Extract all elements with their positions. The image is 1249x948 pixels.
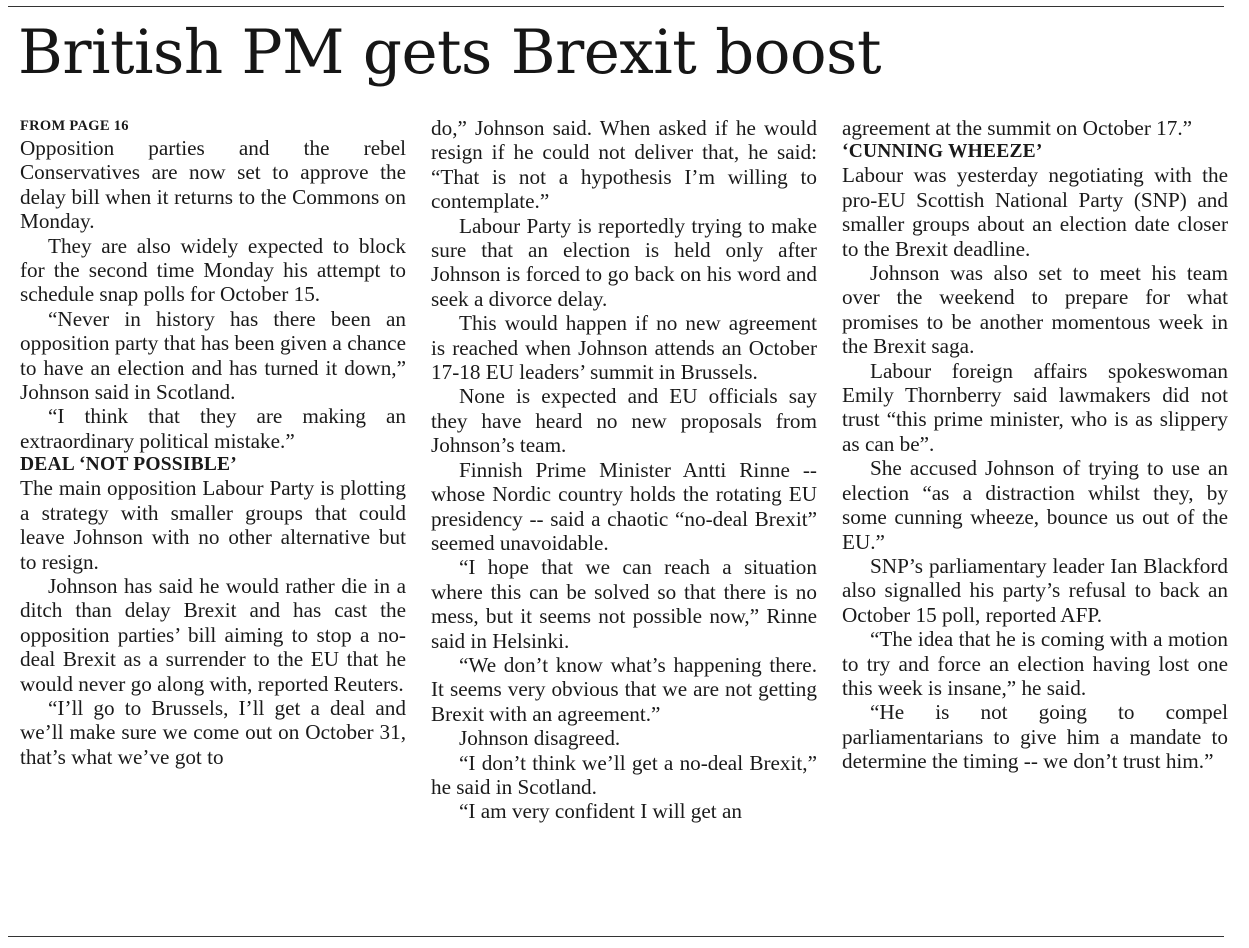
paragraph: “Never in history has there been an opposition party that has been given a chance to have an election and has turned it down,” Johnson said in Scotland.: [20, 306, 406, 405]
paragraph: Finnish Prime Minister Antti Rinne -- whose Nordic country holds the rotating EU presidency -- said a chaotic “no-deal Brexit” seemed unavoidable.: [431, 457, 817, 555]
paragraph: agreement at the summit on October 17.”: [842, 116, 1193, 140]
paragraph: Johnson disagreed.: [459, 726, 621, 751]
paragraph: Labour foreign affairs spokeswoman Emily Thornberry said lawmakers did not trust “this prime minister, who is as slippery as can be”.: [842, 358, 1228, 456]
article-column-3: [842, 116, 1228, 774]
paragraph: They are also widely expected to block for the second time Monday his attempt to schedule snap polls for October 15.: [20, 233, 406, 307]
headline: British PM gets Brexit boost: [18, 17, 881, 88]
paragraph: SNP’s parliamentary leader Ian Blackford also signalled his party’s refusal to back an October 15 poll, reported AFP.: [842, 553, 1228, 627]
paragraph: None is expected and EU officials say they have heard no new proposals from Johnson’s team.: [431, 384, 817, 458]
paragraph: “I am very confident I will get an: [459, 799, 742, 824]
paragraph: “I don’t think we’ll get a no-deal Brexit,” he said in Scotland.: [431, 750, 817, 799]
article-column-2: [431, 116, 817, 824]
paragraph: Opposition parties and the rebel Conservatives are now set to approve the delay bill when it returns to the Commons on Monday.: [20, 136, 406, 234]
paragraph: do,” Johnson said. When asked if he would resign if he could not deliver that, he said: “That is not a hypothesis I’m willing to contemplate.”: [431, 116, 817, 214]
top-rule: [8, 6, 1224, 7]
paragraph: Labour Party is reportedly trying to make sure that an election is held only after Johnson is forced to go back on his word and seek a divorce delay.: [431, 213, 817, 311]
paragraph: “We don’t know what’s happening there. It seems very obvious that we are not getting Brexit with an agreement.”: [431, 652, 817, 726]
paragraph: This would happen if no new agreement is reached when Johnson attends an October 17-18 EU leaders’ summit in Brussels.: [431, 311, 817, 385]
paragraph: “I’ll go to Brussels, I’ll get a deal and we’ll make sure we come out on October 31, that’s what we’ve got to: [20, 695, 406, 769]
kicker-from-page: FROM PAGE 16: [20, 118, 129, 134]
paragraph: “The idea that he is coming with a motion to try and force an election having lost one this week is insane,” he said.: [842, 627, 1228, 700]
article-column-1: [20, 116, 406, 769]
paragraph: Johnson has said he would rather die in a ditch than delay Brexit and has cast the opposition parties’ bill aiming to stop a no-deal Brexit as a surrender to the EU that he would never go along with, reported Reuters.: [20, 573, 406, 696]
paragraph: She accused Johnson of trying to use an election “as a distraction whilst they, by some cunning wheeze, bounce us out of the EU.”: [842, 456, 1228, 554]
paragraph: The main opposition Labour Party is plotting a strategy with smaller groups that could leave Johnson with no other alternative but to resign.: [20, 476, 406, 574]
subheading: ‘CUNNING WHEEZE’: [842, 141, 1043, 163]
paragraph: “He is not going to compel parliamentarians to give him a mandate to determine the timing -- we don’t trust him.”: [842, 700, 1228, 774]
paragraph: Johnson was also set to meet his team over the weekend to prepare for what promises to be another momentous week in the Brexit saga.: [842, 261, 1228, 359]
paragraph: Labour was yesterday negotiating with the pro-EU Scottish National Party (SNP) and smaller groups about an election date closer to the Brexit deadline.: [842, 163, 1228, 261]
paragraph: “I think that they are making an extraordinary political mistake.”: [20, 404, 406, 453]
bottom-rule: [8, 936, 1224, 937]
subheading: DEAL ‘NOT POSSIBLE’: [20, 454, 237, 476]
paragraph: “I hope that we can reach a situation where this can be solved so that there is no mess, but it seems not possible now,” Rinne said in Helsinki.: [431, 555, 817, 653]
